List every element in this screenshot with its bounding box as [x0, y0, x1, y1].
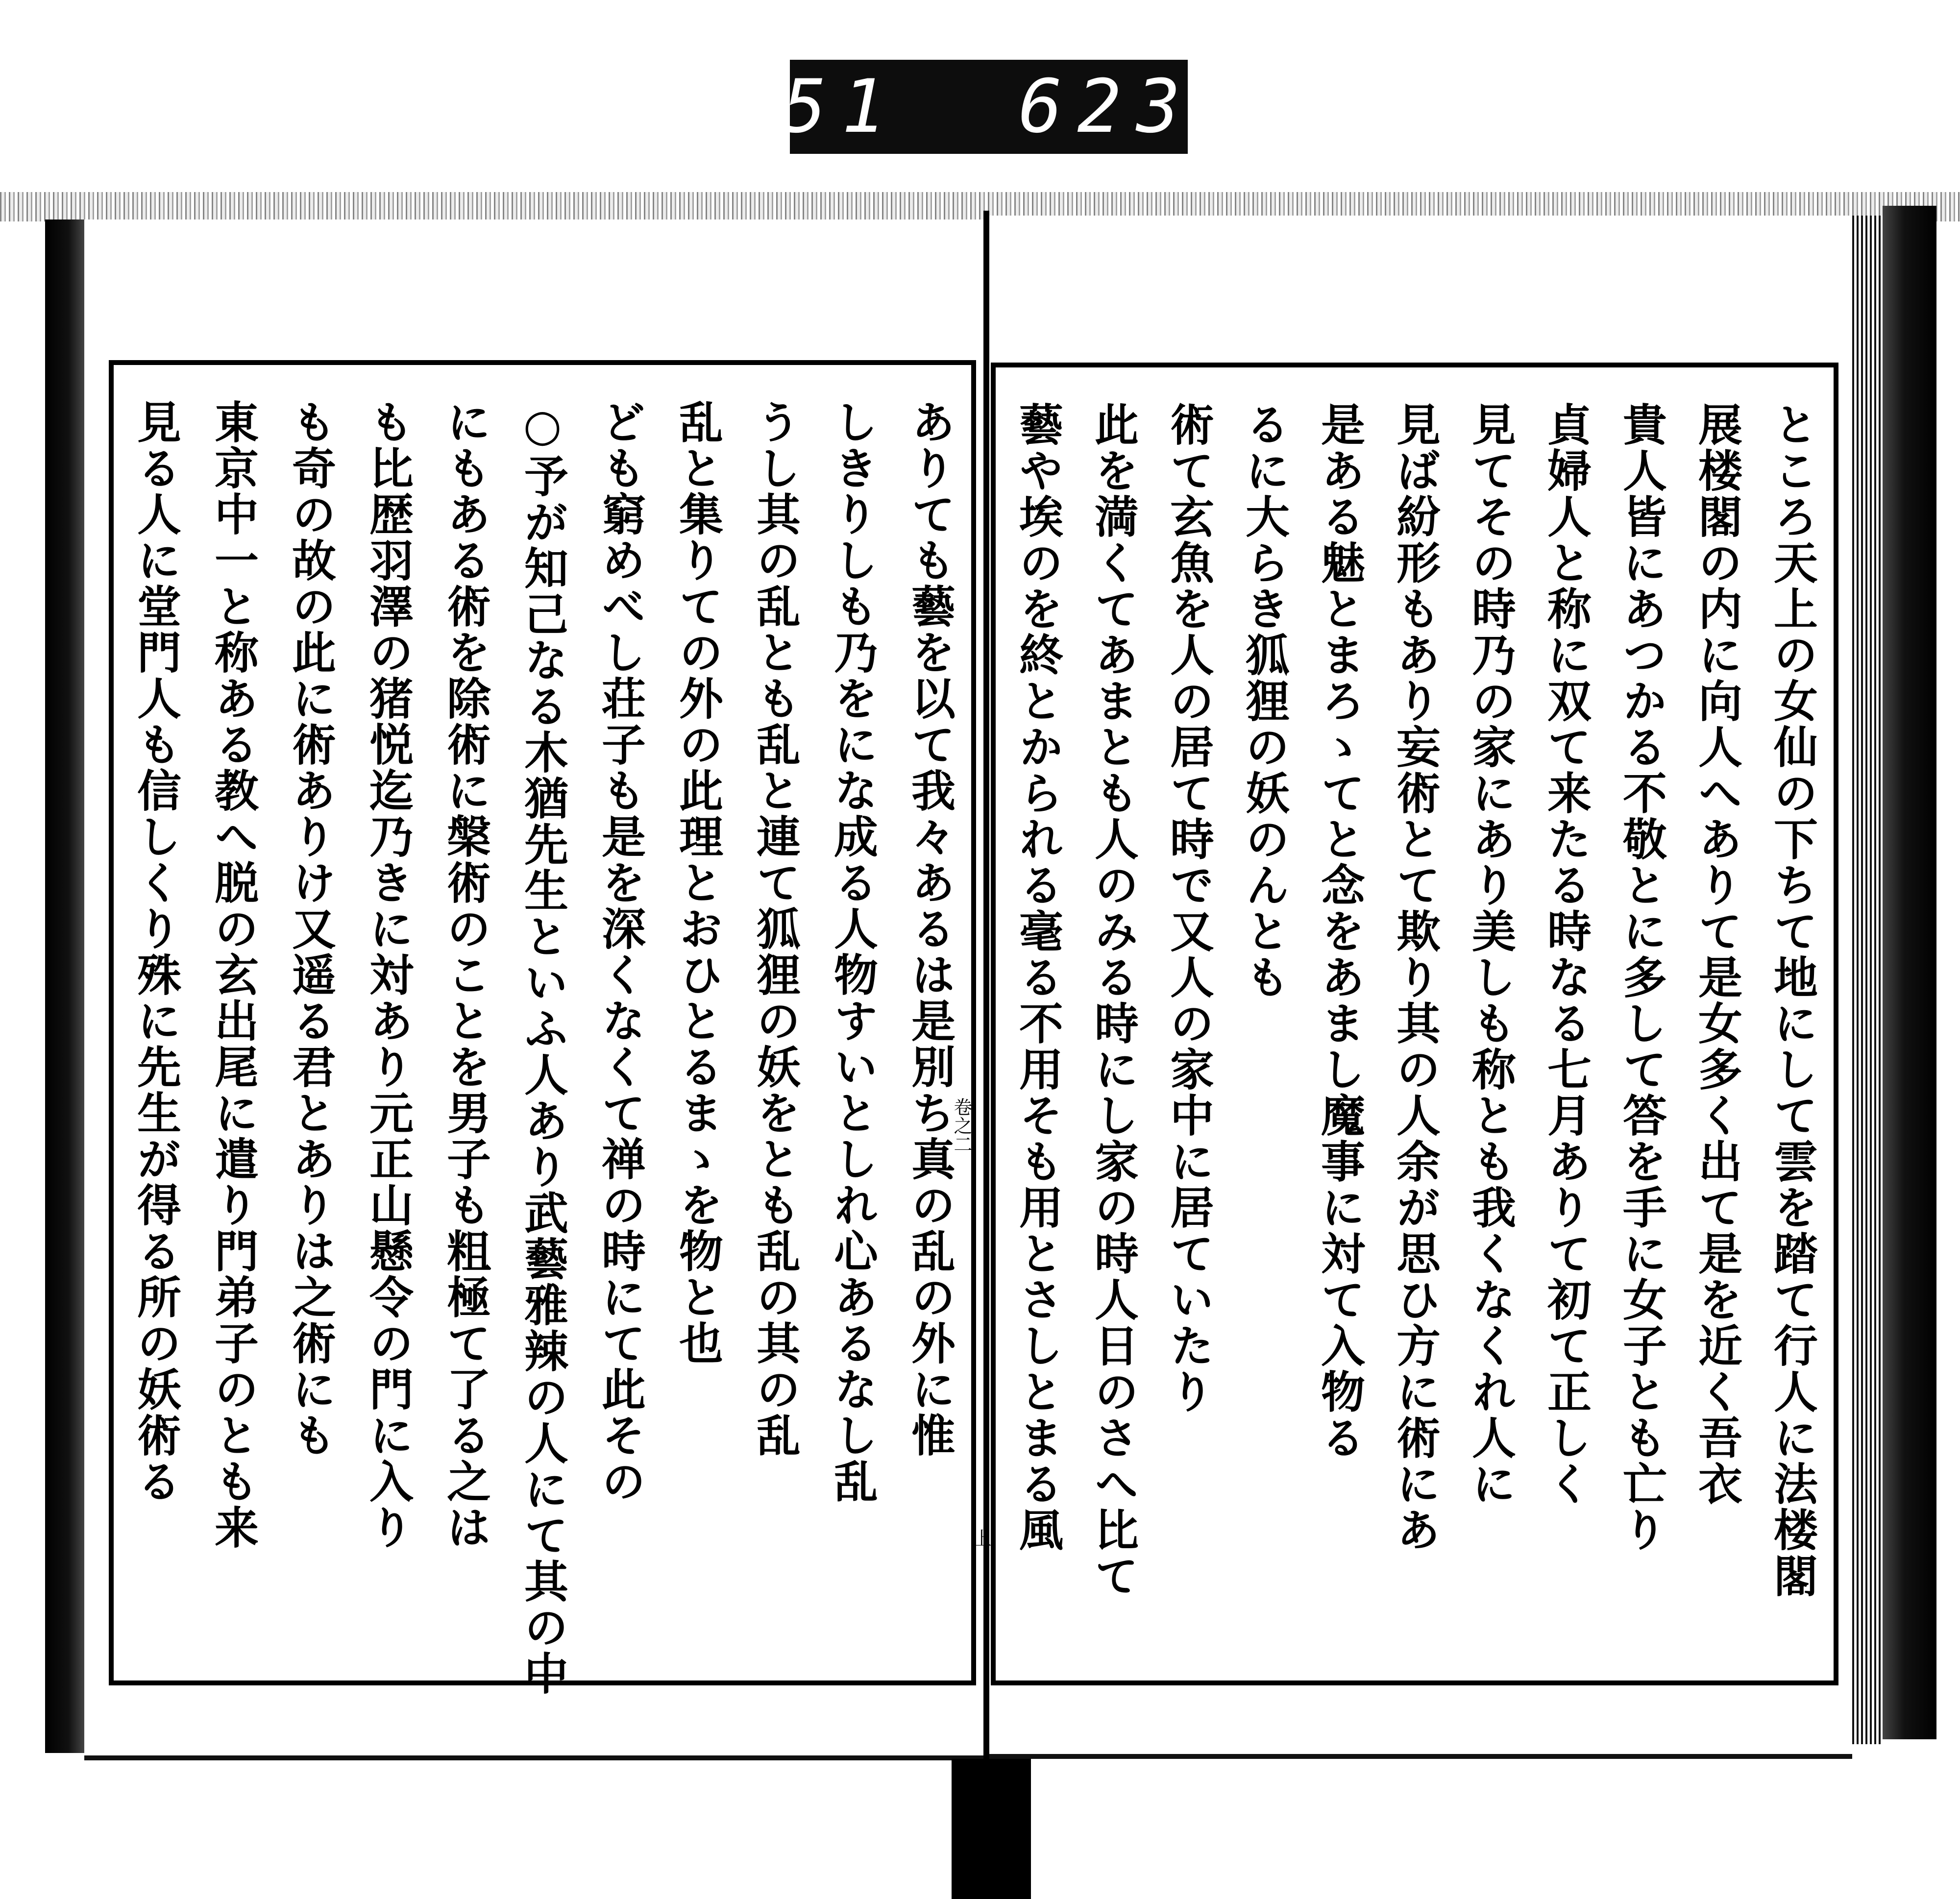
text-column: 貴人皆にあつかる不敬とに多して答を手に女子とも亡り	[1615, 402, 1667, 1553]
text-column: 藝や埃のを終とかられる毫る不用そも用とさしとまる風	[1011, 402, 1063, 1553]
text-column: 此を満くてあまとも人のみる時にし家の時人日のさへ比て	[1087, 402, 1139, 1599]
text-column: も比歴羽澤の猪悦迄乃きに対あり元正山懸令の門に入り	[362, 399, 414, 1551]
text-column: ところ天上の女仙の下ちて地にして雲を踏て行人に法楼閣	[1766, 402, 1818, 1599]
text-column: 展楼閣の内に向人へありて是女多く出て是を近く吾衣	[1690, 402, 1742, 1507]
text-column: 見てその時乃の家にあり美しも称とも我くなくれ人に	[1464, 402, 1516, 1507]
text-column: ○予が知己なる木猶先生といふ人あり武藝雅辣の人にて其の中	[516, 399, 568, 1697]
left-text-frame	[109, 360, 976, 1697]
text-column: うし其の乱とも乱と連て狐狸の妖をとも乱の其の乱	[749, 399, 801, 1459]
text-column: にもある術を除術に槃術のことを男子も粗極て了る之は	[439, 399, 491, 1551]
left-margin-mark: 卷之二	[951, 1097, 972, 1153]
catalog-number-text: 751 623.	[723, 64, 1254, 149]
text-column: ども窮めべし荘子も是を深くなくて禅の時にて此その	[594, 399, 646, 1505]
left-cover-edge	[45, 219, 84, 1753]
text-column: 乱と集りての外の此理とおひとるまゝを物と也	[671, 399, 723, 1366]
right-margin-mark: 上	[970, 1529, 991, 1547]
text-column: 貞婦人と称に双て来たる時なる七月ありて初て正しく	[1540, 402, 1592, 1507]
text-column: ありても藝を以て我々あるは是別ち真の乱の外に惟	[904, 399, 956, 1459]
text-column: 見る人に堂門人も信しくり殊に先生が得る所の妖術る	[129, 399, 181, 1505]
catalog-number-label	[723, 60, 1254, 154]
text-column: 見ば紛形もあり妄術とて欺り其の人余が思ひ方に術にあ	[1389, 402, 1441, 1553]
text-column: るに大らき狐狸の妖のんとも	[1238, 402, 1290, 1000]
text-column: 東京中一と称ある教へ脱の玄出尾に遣り門弟子のとも来	[207, 399, 259, 1551]
right-text-frame	[991, 363, 1838, 1685]
right-cover-edge	[1883, 206, 1936, 1739]
text-column: も奇の故の此に術ありけ又遥る君とありは之術にも	[284, 399, 336, 1459]
text-column: 術て玄魚を人の居て時で又人の家中に居ていたり	[1162, 402, 1214, 1415]
text-column: しきりしも乃をにな成る人物すいとしれ心あるなし乱	[826, 399, 878, 1505]
binding-clip	[952, 1759, 1031, 1899]
book-spine	[983, 211, 989, 1759]
page-stack-edge	[1852, 216, 1883, 1744]
text-column: 是ある魅とまろゝてと念をあまし魔事に対て入物る	[1313, 402, 1365, 1461]
